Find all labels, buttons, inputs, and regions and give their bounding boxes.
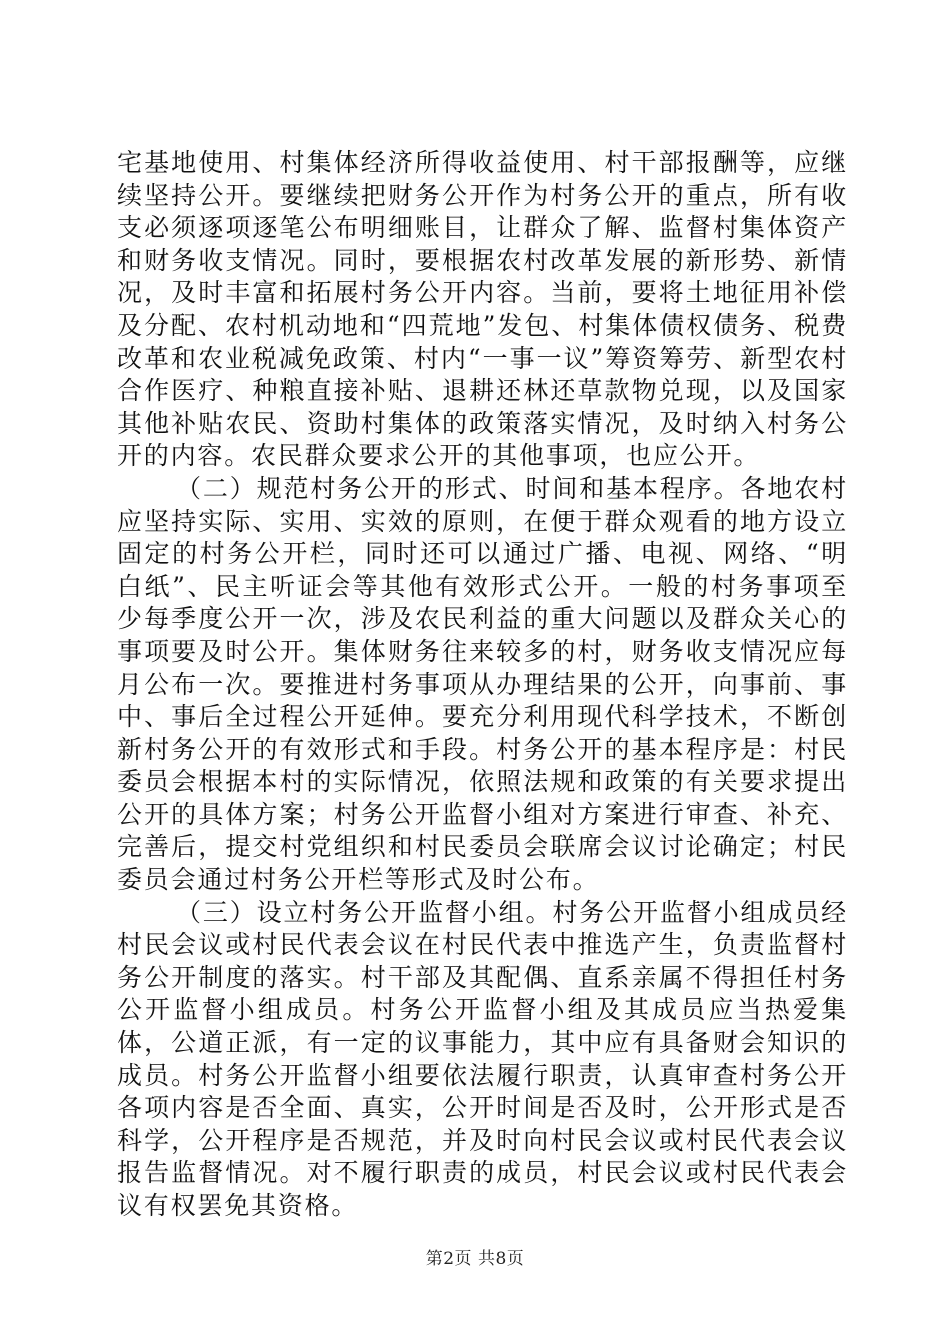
paragraph-village-affairs-content: 宅基地使用、村集体经济所得收益使用、村干部报酬等，应继续坚持公开。要继续把财务公开作为村务公开的重点，所有收支必须逐项逐笔公布明细账目，让群众了解、监督村集体资产和财务收支情况。同时，要根据农村改革发展的新形势、新情况，及时丰富和拓展村务公开内容。当前，要将土地征用补偿及分配、农村机动地和“四荒地”发包、村集体债权债务、税费改革和农业税减免政策、村内“一事一议”筹资筹劳、新型农村合作医疗、种粮直接补贴、退耕还林还草款物兑现，以及国家其他补贴农民、资助村集体的政策落实情况，及时纳入村务公开的内容。农民群众要求公开的其他事项，也应公开。	[117, 148, 848, 471]
page-number-label: 第2页 共8页	[425, 1249, 525, 1269]
paragraph-supervision-group: （三）设立村务公开监督小组。村务公开监督小组成员经村民会议或村民代表会议在村民代表中推选产生，负责监督村务公开制度的落实。村干部及其配偶、直系亲属不得担任村务公开监督小组成员。村务公开监督小组及其成员应当热爱集体，公道正派，有一定的议事能力，其中应有具备财会知识的成员。村务公开监督小组要依法履行职责，认真审查村务公开各项内容是否全面、真实，公开时间是否及时，公开形式是否科学，公开程序是否规范，并及时向村民会议或村民代表会议报告监督情况。对不履行职责的成员，村民会议或村民代表会议有权罢免其资格。	[117, 897, 848, 1220]
page-footer	[0, 1244, 950, 1269]
paragraph-disclosure-form-procedure: （二）规范村务公开的形式、时间和基本程序。各地农村应坚持实际、实用、实效的原则，在便于群众观看的地方设立固定的村务公开栏，同时还可以通过广播、电视、网络、“明白纸”、民主听证会等其他有效形式公开。一般的村务事项至少每季度公开一次，涉及农民利益的重大问题以及群众关心的事项要及时公开。集体财务往来较多的村，财务收支情况应每月公布一次。要推进村务事项从办理结果的公开，向事前、事中、事后全过程公开延伸。要充分利用现代科学技术，不断创新村务公开的有效形式和手段。村务公开的基本程序是：村民委员会根据本村的实际情况，依照法规和政策的有关要求提出公开的具体方案；村务公开监督小组对方案进行审查、补充、完善后，提交村党组织和村民委员会联席会议讨论确定；村民委员会通过村务公开栏等形式及时公布。	[117, 473, 848, 895]
document-body	[117, 147, 848, 1223]
